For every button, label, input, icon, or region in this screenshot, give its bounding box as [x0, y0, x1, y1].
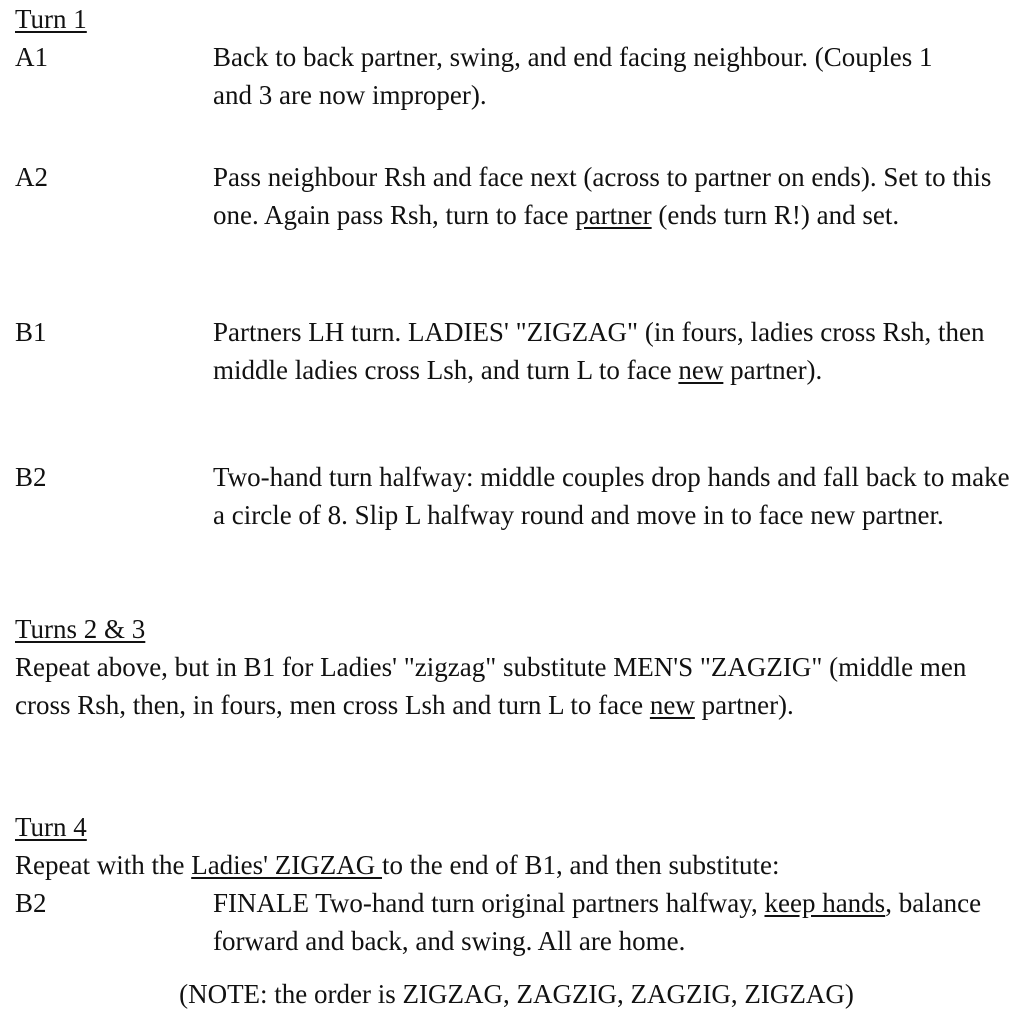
b1-underlined-new: new: [678, 355, 724, 385]
a1-label: A1: [15, 42, 48, 72]
turn-4-heading: Turn 4: [15, 812, 87, 842]
b1-text: [213, 313, 1028, 389]
finale-text-part: FINALE Two-hand turn original partners halfway,: [213, 888, 765, 918]
b1-label: B1: [15, 317, 47, 347]
a2-text-part: (ends turn R!) and set.: [651, 200, 900, 230]
turn-4-intro-part: Repeat with the: [15, 850, 192, 880]
b2-text: Two-hand turn halfway: middle couples drop hands and fall back to make a circle of 8. Slip L halfway round and move in to face new partner.: [213, 462, 1010, 530]
b1-text-part: Partners LH turn. LADIES' "ZIGZAG" (in fours, ladies cross Rsh, then middle ladies cross Lsh, and turn L to face: [213, 317, 985, 385]
finale-underlined-keep-hands: keep hands: [764, 888, 886, 918]
turn-4-underlined-ladies-zigzag: Ladies' ZIGZAG: [191, 850, 383, 880]
turns-2-3-underlined-new: new: [649, 690, 695, 720]
a2-label: A2: [15, 162, 48, 192]
turn-4-intro-part: to the end of B1, and then substitute:: [382, 850, 780, 880]
a2-underlined-partner: partner: [575, 200, 652, 230]
order-note: (NOTE: the order is ZIGZAG, ZAGZIG, ZAGZIG, ZIGZAG): [179, 979, 854, 1009]
finale-b2-label: B2: [15, 888, 47, 918]
a2-text-part: Pass neighbour Rsh and face next (across to partner on ends). Set to this one. Again pass Rsh, turn to face: [213, 162, 992, 230]
turns-2-3-text-part: Repeat above, but in B1 for Ladies' "zigzag" substitute MEN'S "ZAGZIG" (middle men cross Rsh, then, in fours, men cross Lsh and turn L to face: [15, 652, 967, 720]
a2-text: [213, 158, 1028, 234]
b1-text-part: partner).: [723, 355, 823, 385]
finale-b2-text: [213, 884, 1028, 960]
b2-label: B2: [15, 462, 47, 492]
turn-4-intro: [15, 846, 1025, 884]
turns-2-3-heading: Turns 2 & 3: [15, 614, 146, 644]
turns-2-3-text: [15, 648, 1025, 724]
finale-text-part: , balance forward and back, and swing. All are home.: [213, 888, 982, 956]
a1-text: Back to back partner, swing, and end facing neighbour. (Couples 1 and 3 are now improper).: [213, 42, 933, 110]
turn-1-heading: Turn 1: [15, 4, 87, 34]
turns-2-3-text-part: partner).: [694, 690, 794, 720]
